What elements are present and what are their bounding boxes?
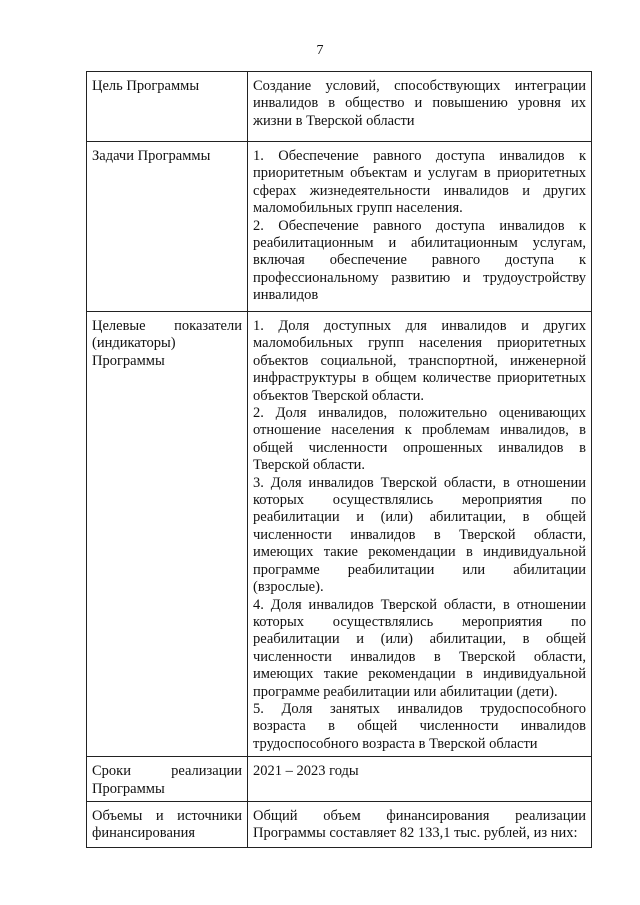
value-indicators	[248, 312, 592, 757]
table-row-tasks	[87, 142, 592, 312]
program-passport-table	[86, 71, 592, 848]
label-funding-line1: Объемы и источники	[92, 807, 242, 824]
task-item-1: 1. Обеспечение равного доступа инвалидов к приоритетным объектам и услугам в приоритетных сферах жизнедеятельности инвалидов и других маломобильных групп населения.	[253, 148, 586, 217]
indicator-item-5: 5. Доля занятых инвалидов трудоспособного возраста в общей численности инвалидов трудоспособного возраста в Тверской области	[253, 700, 586, 752]
value-funding	[248, 801, 592, 847]
page-number: 7	[316, 43, 324, 58]
task-item-2: 2. Обеспечение равного доступа инвалидов к реабилитационным и абилитационным услугам, включая обеспечение равного доступа к профессиональному развитию и трудоустройству инвалидов	[253, 217, 586, 304]
label-goal-text: Цель Программы	[92, 78, 200, 94]
label-goal	[87, 72, 248, 142]
label-indicators-line3: Программы	[92, 352, 165, 369]
label-tasks	[87, 142, 248, 312]
funding-text: Общий объем финансирования реализации Программы составляет 82 133,1 тыс. рублей, из них:	[253, 807, 586, 842]
terms-text: 2021 – 2023 годы	[253, 763, 359, 780]
indicator-item-1: 1. Доля доступных для инвалидов и других маломобильных групп населения приоритетных объектов социальной, транспортной, инженерной инфраструктуры в общем количестве приоритетных объектов Тверской области.	[253, 318, 586, 404]
table-row-indicators	[87, 312, 592, 757]
value-goal	[248, 72, 592, 142]
label-funding	[87, 801, 248, 847]
label-indicators-line1: Целевые показатели	[92, 318, 242, 334]
indicator-item-3: 3. Доля инвалидов Тверской области, в отношении которых осуществлялись мероприятия по реабилитации и (или) абилитации, в общей численности инвалидов в Тверской области, имеющих такие рекомендации в индивидуальной программе реабилитации или абилитации (взрослые).	[253, 474, 586, 596]
indicator-item-4: 4. Доля инвалидов Тверской области, в отношении которых осуществлялись мероприятия по реабилитации и (или) абилитации, в общей численности инвалидов в Тверской области, имеющих такие рекомендации в индивидуальной программе реабилитации или абилитации (дети).	[253, 596, 586, 700]
table-row-terms	[87, 757, 592, 802]
goal-text: Создание условий, способствующих интеграции инвалидов в общество и повышению уровня их жизни в Тверской области	[253, 78, 586, 129]
label-funding-line2: финансирования	[92, 825, 196, 842]
value-terms	[248, 757, 592, 802]
indicator-item-2: 2. Доля инвалидов, положительно оценивающих отношение населения к проблемам инвалидов, в общей численности опрошенных инвалидов в Тверской области.	[253, 405, 586, 474]
table-row-goal	[87, 72, 592, 142]
label-terms-line1: Сроки реализации	[92, 763, 242, 780]
label-indicators	[87, 312, 248, 757]
table-row-funding	[87, 801, 592, 847]
label-terms	[87, 757, 248, 802]
value-tasks	[248, 142, 592, 312]
label-tasks-text: Задачи Программы	[92, 148, 211, 164]
label-terms-line2: Программы	[92, 780, 165, 797]
label-indicators-line2: (индикаторы)	[92, 335, 176, 352]
